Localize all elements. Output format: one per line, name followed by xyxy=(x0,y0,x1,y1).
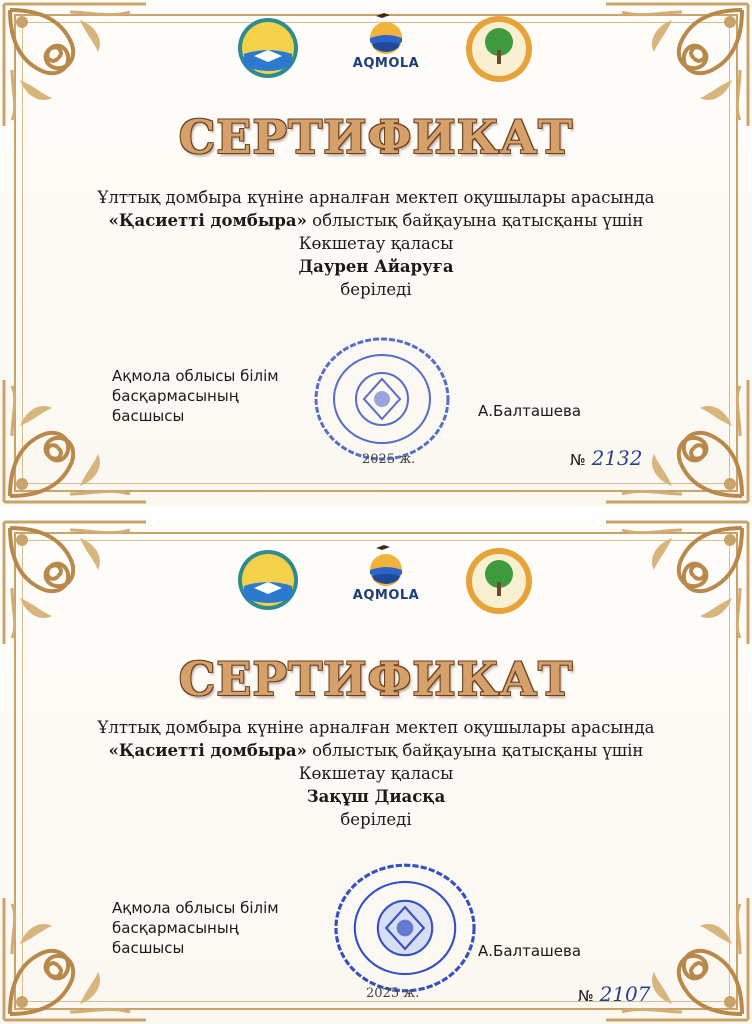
logos-row xyxy=(0,542,752,612)
aqmola-daryny-logo xyxy=(464,14,534,84)
number-label: № xyxy=(570,451,586,469)
aqmola-logo xyxy=(346,10,426,80)
given-text: беріледі xyxy=(340,280,412,299)
signatory-title-line-1: Ақмола облысы білім xyxy=(112,899,279,917)
number-value: 2107 xyxy=(599,982,651,1006)
certificate-body xyxy=(0,716,752,831)
ornament-bottom-right xyxy=(602,376,752,506)
certificate-number xyxy=(578,982,651,1006)
education-logo xyxy=(236,548,300,612)
page-gap xyxy=(0,506,752,518)
signatory-title xyxy=(112,898,279,958)
city: Көкшетау қаласы xyxy=(298,764,454,783)
certificate-1 xyxy=(0,0,752,506)
certificate-2 xyxy=(0,518,752,1024)
body-line-2 xyxy=(0,739,752,762)
certificate-number xyxy=(570,446,643,470)
signatory-title xyxy=(112,366,279,426)
stamp-year: 2025 ж. xyxy=(362,452,416,467)
logos-row xyxy=(0,10,752,80)
certificate-body xyxy=(0,186,752,301)
certificate-title: СЕРТИФИКАТ xyxy=(178,110,574,164)
body-line-1: Ұлттық домбыра күніне арналған мектеп оқушылары арасында xyxy=(97,718,655,737)
number-value: 2132 xyxy=(591,446,643,470)
official-stamp xyxy=(312,334,452,464)
number-label: № xyxy=(578,987,594,1005)
aqmola-text: AQMOLA xyxy=(352,588,420,603)
aqmola-text: AQMOLA xyxy=(352,56,420,71)
signatory-title-line-3: басшысы xyxy=(112,939,185,957)
contest-name: «Қасиетті домбыра» xyxy=(108,211,307,230)
education-logo xyxy=(236,16,300,80)
city: Көкшетау қаласы xyxy=(298,234,454,253)
official-stamp xyxy=(330,860,480,996)
signatory-title-line-2: басқармасының xyxy=(112,919,239,937)
signatory-name: А.Балташева xyxy=(478,402,582,420)
body-line-2 xyxy=(0,209,752,232)
body-line-2-rest: облыстық байқауына қатысқаны үшін xyxy=(306,211,644,230)
body-line-2-rest: облыстық байқауына қатысқаны үшін xyxy=(306,741,644,760)
recipient-name: Зақұш Диасқа xyxy=(306,787,446,806)
stamp-year: 2025 ж. xyxy=(366,986,420,1001)
contest-name: «Қасиетті домбыра» xyxy=(108,741,307,760)
certificate-title: СЕРТИФИКАТ xyxy=(178,652,574,706)
recipient-name: Даурен Айаруға xyxy=(298,257,454,276)
given-text: беріледі xyxy=(340,810,412,829)
signatory-name: А.Балташева xyxy=(478,942,582,960)
signatory-title-line-1: Ақмола облысы білім xyxy=(112,367,279,385)
aqmola-daryny-logo xyxy=(464,546,534,616)
signatory-title-line-2: басқармасының xyxy=(112,387,239,405)
signatory-title-line-3: басшысы xyxy=(112,407,185,425)
aqmola-logo xyxy=(346,542,426,612)
body-line-1: Ұлттық домбыра күніне арналған мектеп оқушылары арасында xyxy=(97,188,655,207)
